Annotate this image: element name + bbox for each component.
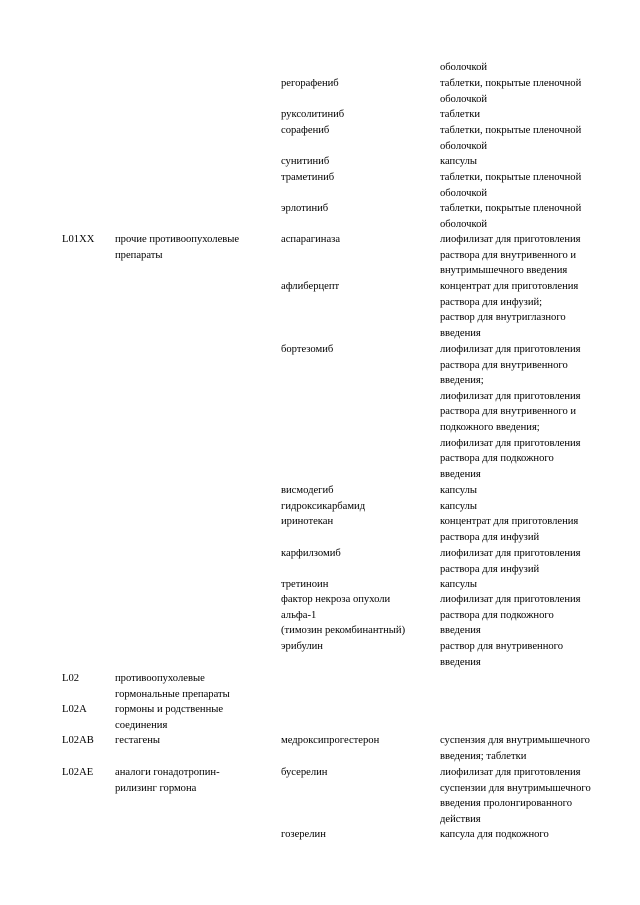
- atc-group: прочие противоопухолевые препараты: [115, 234, 240, 261]
- atc-group: гормоны и родственные соединения: [115, 704, 224, 731]
- drug-name: третиноин: [281, 579, 329, 590]
- drug-name: гозерелин: [281, 829, 326, 840]
- atc-code: L02: [62, 673, 80, 684]
- dosage-form: капсулы: [440, 579, 478, 590]
- drug-name: висмодегиб: [281, 485, 334, 496]
- dosage-form: капсулы: [440, 485, 478, 496]
- drug-name: медроксипрогестерон: [281, 735, 380, 746]
- drug-name: аспарагиназа: [281, 234, 341, 245]
- drug-name: регорафениб: [281, 78, 339, 89]
- drug-name: сунитиниб: [281, 156, 330, 167]
- drug-name: карфилзомиб: [281, 548, 341, 559]
- drug-name: гидроксикарбамид: [281, 501, 366, 512]
- atc-group: противоопухолевые гормональные препараты: [115, 673, 230, 700]
- dosage-form: раствор для внутривенного введения: [440, 641, 564, 668]
- dosage-form: таблетки, покрытые пленочной оболочкой: [440, 203, 582, 230]
- dosage-form: лиофилизат для приготовления раствора для внутривенного введения; лиофилизат для приготовления раствора для внутривенного и подкожного введения; лиофилизат для приготовления раствора для подкожного введения: [440, 344, 581, 480]
- drug-name: бусерелин: [281, 767, 328, 778]
- dosage-form: суспензия для внутримышечного введения; таблетки: [440, 735, 590, 762]
- dosage-form: концентрат для приготовления раствора для инфузий; раствор для внутриглазного введения: [440, 281, 579, 339]
- drug-name: траметиниб: [281, 172, 335, 183]
- atc-code: L02A: [62, 704, 87, 715]
- dosage-form: лиофилизат для приготовления раствора для инфузий: [440, 548, 581, 575]
- dosage-form: капсула для подкожного: [440, 829, 549, 840]
- dosage-form: таблетки, покрытые пленочной оболочкой: [440, 78, 582, 105]
- drug-name: фактор некроза опухоли альфа-1 (тимозин рекомбинантный): [281, 594, 406, 637]
- drug-name: эрибулин: [281, 641, 323, 652]
- dosage-form: таблетки, покрытые пленочной оболочкой: [440, 172, 582, 199]
- dosage-form: капсулы: [440, 501, 478, 512]
- atc-code: L02AE: [62, 767, 94, 778]
- atc-group: гестагены: [115, 735, 161, 746]
- dosage-form: оболочкой: [440, 62, 488, 73]
- atc-group: аналоги гонадотропин- рилизинг гормона: [115, 767, 220, 794]
- dosage-form: таблетки, покрытые пленочной оболочкой: [440, 125, 582, 152]
- drug-name: руксолитиниб: [281, 109, 345, 120]
- dosage-form: лиофилизат для приготовления раствора для подкожного введения: [440, 594, 581, 637]
- atc-code: L02AB: [62, 735, 94, 746]
- drug-name: бортезомиб: [281, 344, 334, 355]
- atc-code: L01XX: [62, 234, 95, 245]
- dosage-form: лиофилизат для приготовления суспензии для внутримышечного введения пролонгированного действия: [440, 767, 591, 825]
- drug-name: иринотекан: [281, 516, 334, 527]
- dosage-form: таблетки: [440, 109, 481, 120]
- drug-name: эрлотиниб: [281, 203, 329, 214]
- drug-name: сорафениб: [281, 125, 330, 136]
- dosage-form: концентрат для приготовления раствора для инфузий: [440, 516, 579, 543]
- dosage-form: лиофилизат для приготовления раствора для внутривенного и внутримышечного введения: [440, 234, 581, 277]
- dosage-form: капсулы: [440, 156, 478, 167]
- drug-name: афлиберцепт: [281, 281, 340, 292]
